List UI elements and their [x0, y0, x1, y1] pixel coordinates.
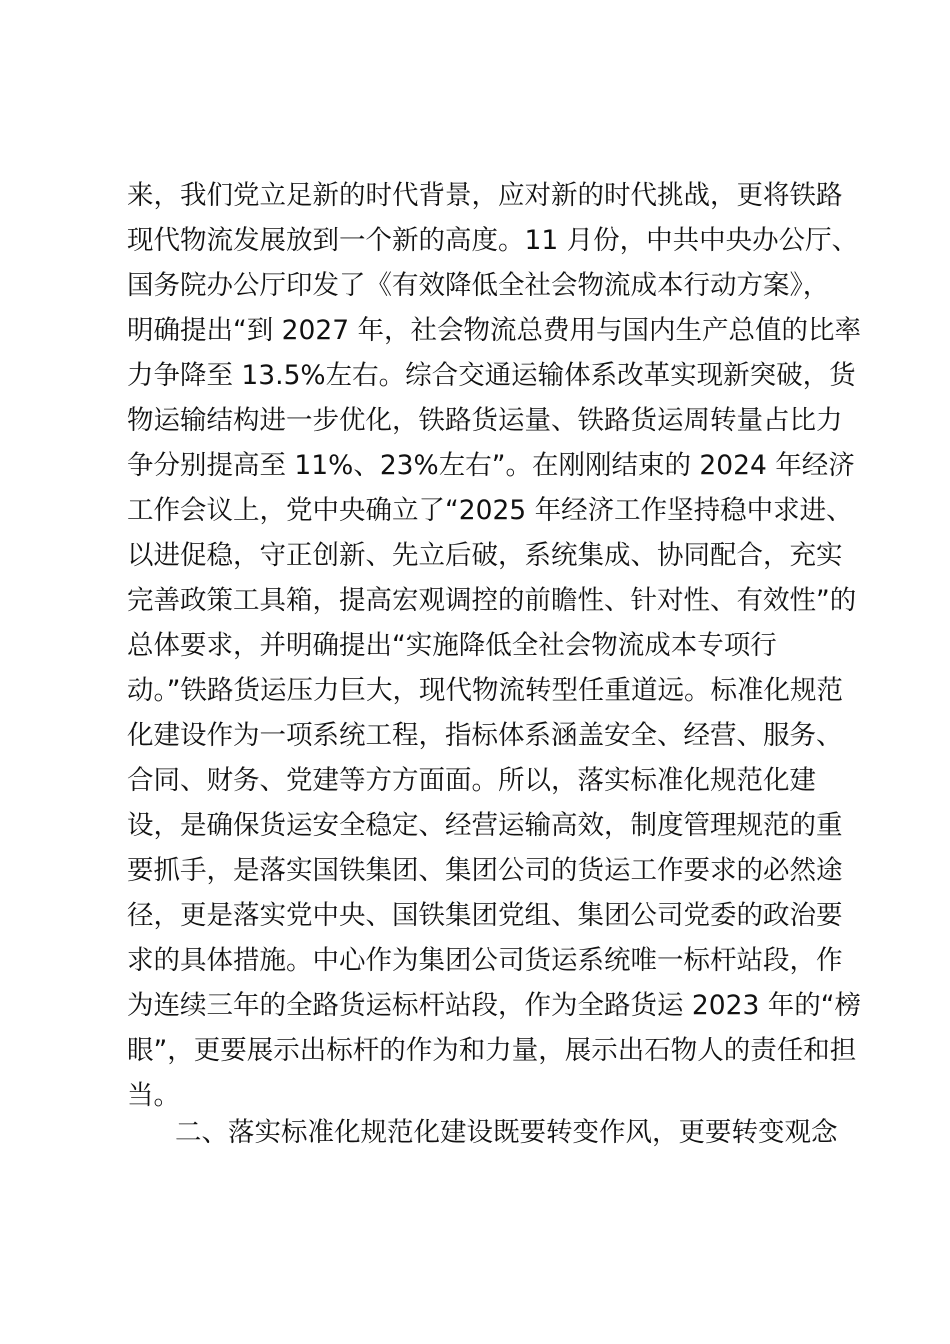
body-paragraph — [127, 173, 862, 1118]
paragraph-line: 以进促稳，守正创新、先立后破，系统集成、协同配合，充实 — [127, 540, 843, 571]
paragraph-line: 争分别提高至 11%、23%左右”。在刚刚结束的 2024 年经济 — [127, 450, 855, 481]
paragraph-line: 化建设作为一项系统工程，指标体系涵盖安全、经营、服务、 — [127, 720, 843, 751]
paragraph-line: 为连续三年的全路货运标杆站段，作为全路货运 2023 年的“榜 — [127, 990, 862, 1021]
paragraph-line: 合同、财务、党建等方方面面。所以，落实标准化规范化建 — [127, 765, 816, 796]
paragraph-line: 明确提出“到 2027 年，社会物流总费用与国内生产总值的比率 — [127, 315, 862, 346]
paragraph-line: 动。”铁路货运压力巨大，现代物流转型任重道远。标准化规范 — [127, 675, 843, 706]
paragraph-line: 工作会议上，党中央确立了“2025 年经济工作坚持稳中求进、 — [127, 495, 853, 526]
paragraph-line: 要抓手，是落实国铁集团、集团公司的货运工作要求的必然途 — [127, 855, 843, 886]
paragraph-line: 物运输结构进一步优化，铁路货运量、铁路货运周转量占比力 — [127, 405, 843, 436]
paragraph-line: 总体要求，并明确提出“实施降低全社会物流成本专项行 — [127, 630, 777, 661]
paragraph-line: 来，我们党立足新的时代背景，应对新的时代挑战，更将铁路 — [127, 180, 843, 211]
paragraph-line: 力争降至 13.5%左右。综合交通运输体系改革实现新突破，货 — [127, 360, 856, 391]
paragraph-line: 求的具体措施。中心作为集团公司货运系统唯一标杆站段，作 — [127, 945, 843, 976]
paragraph-line: 径，更是落实党中央、国铁集团党组、集团公司党委的政治要 — [127, 900, 843, 931]
paragraph-line: 完善政策工具箱，提高宏观调控的前瞻性、针对性、有效性”的 — [127, 585, 857, 616]
section-heading: 二、落实标准化规范化建设既要转变作风，更要转变观念 — [175, 1117, 838, 1148]
paragraph-line: 国务院办公厅印发了《有效降低全社会物流成本行动方案》， — [127, 270, 830, 301]
paragraph-line: 设，是确保货运安全稳定、经营运输高效，制度管理规范的重 — [127, 810, 843, 841]
paragraph-line: 现代物流发展放到一个新的高度。11 月份，中共中央办公厅、 — [127, 225, 859, 256]
paragraph-line: 当。 — [127, 1080, 180, 1111]
paragraph-line: 眼”，更要展示出标杆的作为和力量，展示出石物人的责任和担 — [127, 1035, 857, 1066]
